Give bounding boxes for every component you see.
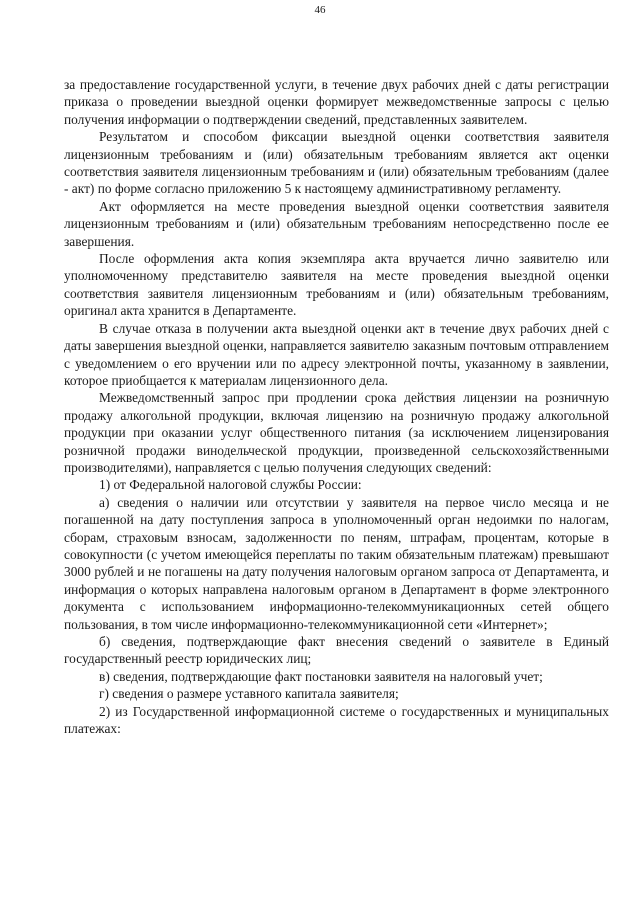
paragraph: В случае отказа в получении акта выездной оценки акт в течение двух рабочих дней с даты завершения выездной оценки, направляется заявителю заказным почтовым отправлением с уведомлением о его вручении или по адресу электронной почты, указанному в заявлении, которое приобщается к материалам лицензионного дела. xyxy=(64,320,609,388)
list-item: 2) из Государственной информационной системе о государственных и муниципальных платежах: xyxy=(64,703,609,737)
paragraph: Акт оформляется на месте проведения выездной оценки соответствия заявителя лицензионным требованиям и (или) обязательным требованиям непосредственно после ее завершения. xyxy=(64,198,609,249)
paragraph: Результатом и способом фиксации выездной оценки соответствия заявителя лицензионным требованиям и (или) обязательным требованиям является акт оценки соответствия заявителя лицензионным требованиям и (или) обязательным требованиям (далее - акт) по форме согласно приложению 5 к настоящему административному регламенту. xyxy=(64,129,609,197)
list-item: в) сведения, подтверждающие факт постановки заявителя на налоговый учет; xyxy=(99,668,543,684)
paragraph: После оформления акта копия экземпляра акта вручается лично заявителю или уполномоченному представителю заявителя на месте проведения выездной оценки соответствия заявителя лицензионным требованиям и (или) обязательным требованиям, оригинал акта хранится в Департаменте. xyxy=(64,251,609,319)
list-item: 1) от Федеральной налоговой службы России: xyxy=(99,477,362,493)
paragraph: Межведомственный запрос при продлении срока действия лицензии на розничную продажу алкогольной продукции, включая лицензию на розничную продажу алкогольной продукции при оказании услуг общественного питания (за исключением лицензирования розничной продажи винодельческой продукции, произведенной сельскохозяйственными производителями), направляется с целью получения следующих сведений: xyxy=(64,390,609,475)
body-text xyxy=(64,76,609,737)
page-number: 46 xyxy=(314,4,326,16)
paragraph: за предоставление государственной услуги, в течение двух рабочих дней с даты регистрации приказа о проведении выездной оценки формирует межведомственные запросы с целью получения информации о подтверждении сведений, представленных заявителем. xyxy=(64,77,609,127)
list-item: г) сведения о размере уставного капитала заявителя; xyxy=(99,686,399,702)
list-item: а) сведения о наличии или отсутствии у заявителя на первое число месяца и не погашенной на дату поступления запроса в уполномоченный орган недоимки по налогам, сборам, страховым взносам, задолженности по пеням, штрафам, процентам, которые в совокупности (с учетом имеющейся переплаты по таким обязательным платежам) превышают 3000 рублей и не погашены на дату получения налоговым органом запроса от Департамента, и информация о которых направлена налоговым органом в Департамент в форме электронного документа с использованием информационно-телекоммуникационных сетей общего пользования, в том числе информационно-телекоммуникационной сети «Интернет»; xyxy=(64,494,609,632)
list-item: б) сведения, подтверждающие факт внесения сведений о заявителе в Единый государственный реестр юридических лиц; xyxy=(64,634,609,667)
